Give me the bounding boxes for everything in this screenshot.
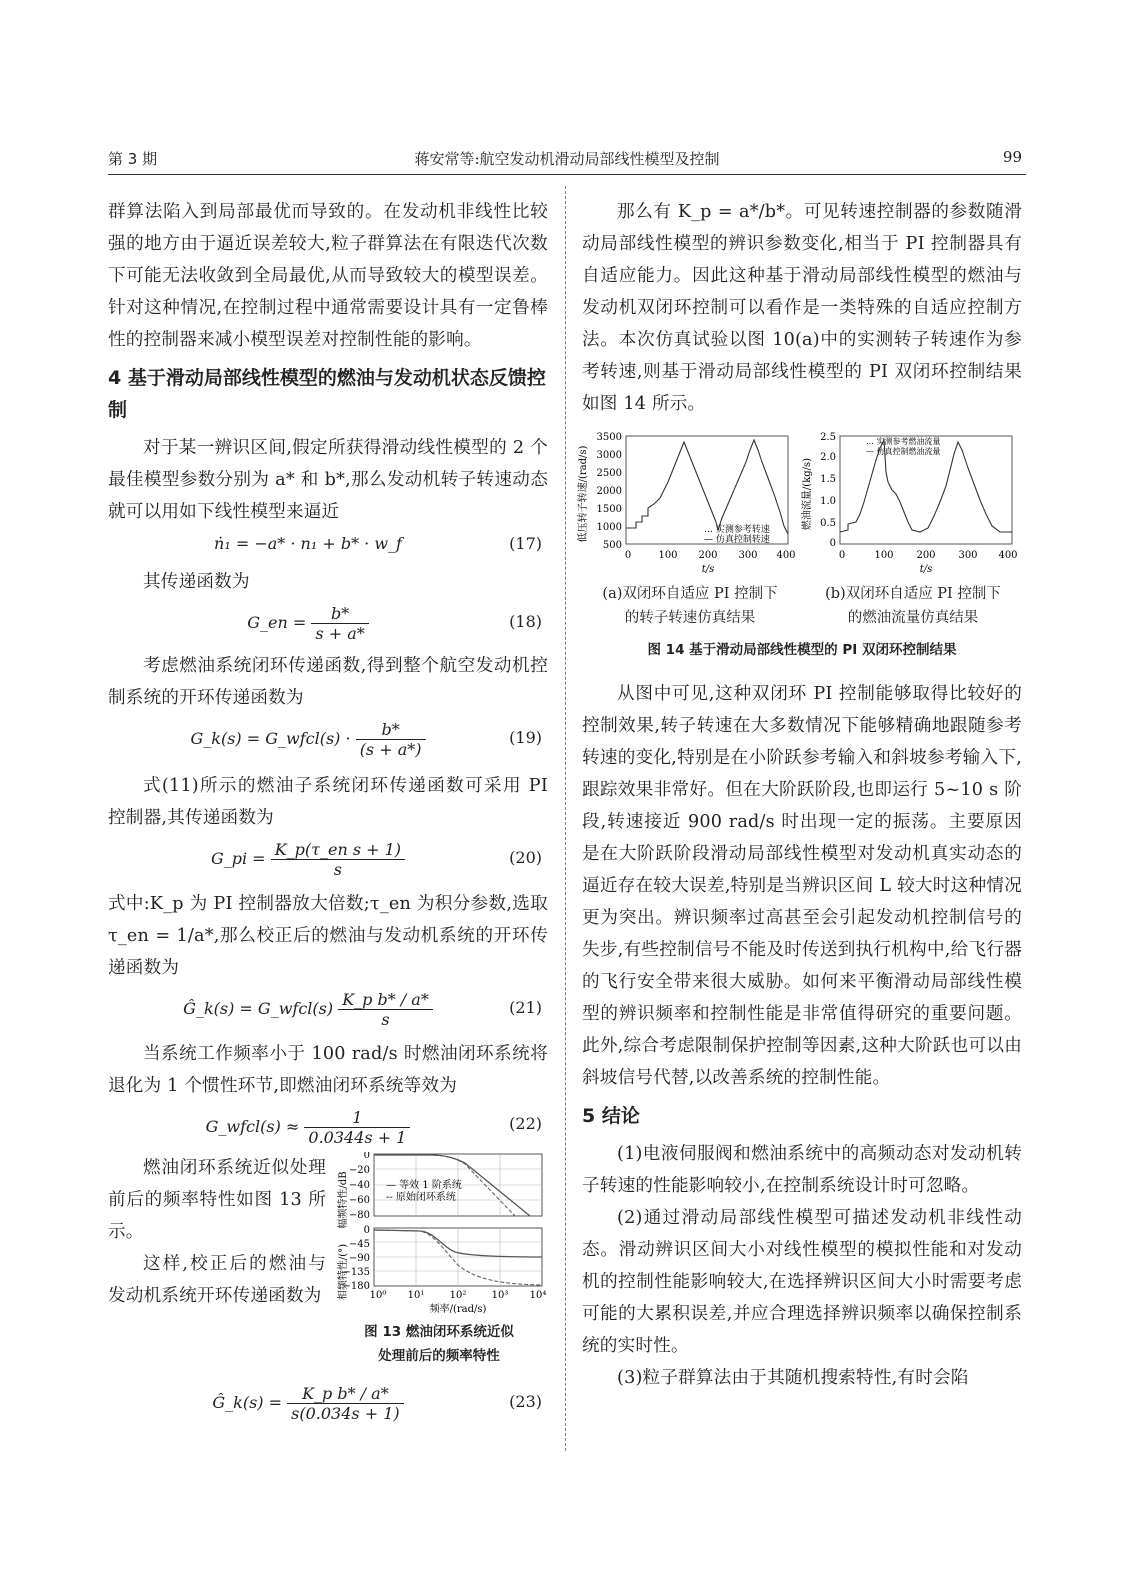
fig14a-legend-ref: … 实测参考转速 [704,525,770,535]
fig13-xtick: 10² [449,1290,467,1301]
left-column [108,196,548,1434]
conclusion-3: (3)粒子群算法由于其随机搜索特性,有时会陷 [617,1368,969,1388]
issue-number: 第 3 期 [108,150,158,168]
paragraph: 式中:K_p 为 PI 控制器放大倍数;τ_en 为积分参数,选取 τ_en = 1/a*,那么校正后的燃油与发动机系统的开环传递函数为 [108,894,548,978]
figure-14a-caption: (a)双闭环自适应 PI 控制下 的转子转速仿真结果 [602,586,778,626]
fig14a-ytick: 1500 [596,504,622,515]
figure-14 [578,432,1022,678]
equation-19: G_k(s) = G_wfcl(s) · $\frac{b*}{(s + a*)}$ (19) [190,720,542,759]
fig13-ytick: −135 [342,1267,370,1278]
fig13-xtick: 10⁰ [369,1290,387,1301]
fig13-ytick: −45 [348,1239,370,1250]
fig14b-xtick: 200 [916,550,936,561]
fig13-xlabel: 频率/(rad/s) [429,1304,487,1315]
fig13-ytick: −80 [348,1210,370,1221]
column-divider [565,186,566,1451]
fig14b-ytick: 1.0 [820,496,836,507]
fig13-ytick: −60 [348,1195,370,1206]
fig14b-ytick: 2.0 [820,452,836,463]
equation-22: G_wfcl(s) ≈ $\frac{1}{0.0344s + 1}$ (22) [205,1108,542,1147]
paragraph: 当系统工作频率小于 100 rad/s 时燃油闭环系统将退化为 1 个惯性环节,即燃油闭环系统等效为 [108,1044,548,1096]
page-number: 99 [1002,148,1022,166]
fig14a-xlabel: t/s [701,564,715,575]
fig13-ytick: −40 [348,1180,370,1191]
fig14a-speed-curve [626,440,788,534]
fig13-ytick: 0 [363,1225,370,1236]
fig14b-legend-ref: … 实测参考燃油流量 [866,437,941,446]
fig13-legend-orig: -- 原始闭环系统 [386,1192,456,1203]
fig14a-xtick: 400 [776,550,796,561]
fig14b-xtick: 400 [998,550,1018,561]
fig14a-ytick: 1000 [596,522,622,533]
fig14b-ytick: 0 [829,538,836,549]
paragraph: 其传递函数为 [143,572,250,592]
fig14a-xtick: 100 [658,550,678,561]
paragraph: 从图中可见,这种双闭环 PI 控制能够取得比较好的控制效果,转子转速在大多数情况下能够精确地跟随参考转速的变化,特别是在小阶跃参考输入和斜坡参考输入下,跟踪效果非常好。但在大阶跃阶段,也即运行 5~10 s 阶段,转速接近 900 rad/s 时出现一定的振荡。主要原因是在大阶跃阶段滑动局部线性模型对发动机真实动态的逼近存在较大误差,特别是当辨识区间 L 较大时这种情况更为突出。辨识频率过高甚至会引起发动机控制信号的失步,有些控制信号不能及时传送到执行机构中,给飞行器的飞行安全带来很大威胁。如何来平衡滑动局部线性模型的辨识频率和控制性能是非常值得研究的重要问题。此外,综合考虑限制保护控制等因素,这种大阶跃也可以由斜坡信号代替,以改善系统的控制性能。 [582,684,1022,1088]
fig14b-xtick: 300 [958,550,978,561]
fig14b-legend-sim: — 仿真控制燃油流量 [866,447,941,456]
fig14a-xtick: 200 [698,550,718,561]
fig14a-xtick: 300 [738,550,758,561]
figure-14-caption: 图 14 基于滑动局部线性模型的 PI 双闭环控制结果 [647,642,957,658]
fig14a-legend-sim: — 仿真控制转速 [704,535,770,545]
fig14a-ytick: 2000 [596,486,622,497]
fig13-xtick: 10¹ [407,1290,425,1301]
fig14a-ytick: 500 [602,540,622,551]
running-title: 蒋安常等:航空发动机滑动局部线性模型及控制 [414,150,720,168]
conclusion-2: (2)通过滑动局部线性模型可描述发动机非线性动态。滑动辨识区间大小对线性模型的模拟性能和对发动机的控制性能影响较大,在选择辨识区间大小时需要考虑可能的大累积误差,并应合理选择辨识频率以确保控制系统的实时性。 [582,1208,1022,1356]
figure-13-block [108,1152,548,1378]
equation-23: Ĝ_k(s) = $\frac{\text{K\_p b* / a*}}{s(0.034s + 1)}$ (23) [212,1384,542,1423]
fig14b-xtick: 100 [874,550,894,561]
figure-14b [800,432,1022,582]
equation-18: G_en = $\frac{b*}{s + a*}$ (18) [247,604,542,643]
figure-14b-caption: (b)双闭环自适应 PI 控制下 的燃油流量仿真结果 [825,586,1001,626]
fig13-ylabel-bottom: 相频特性/(°) [338,1243,349,1301]
paragraph: 群算法陷入到局部最优而导致的。在发动机非线性比较强的地方由于逼近误差较大,粒子群算法在有限迭代次数下可能无法收敛到全局最优,从而导致较大的模型误差。针对这种情况,在控制过程中通常需要设计具有一定鲁棒性的控制器来减小模型误差对控制性能的影响。 [108,202,548,350]
paragraph: 式(11)所示的燃油子系统闭环传递函数可采用 PI 控制器,其传递函数为 [108,776,548,828]
fig14b-ylabel: 燃油流量/(kg/s) [802,457,813,531]
conclusion-1: (1)电液伺服阀和燃油系统中的高频动态对发动机转子转速的性能影响较小,在控制系统设计时可忽略。 [582,1144,1022,1196]
fig14a-ytick: 3500 [596,432,622,443]
paragraph: 燃油闭环系统近似处理前后的频率特性如图 13 所示。 [108,1158,326,1242]
equation-20: G_pi = $\frac{\text{K\_p(τ\_en s + 1)}}{s}$ (20) [210,840,542,879]
section-heading-5: 5 结论 [582,1105,640,1127]
fig13-xtick: 10⁴ [529,1290,547,1301]
paragraph: 考虑燃油系统闭环传递函数,得到整个航空发动机控制系统的开环传递函数为 [108,656,548,708]
running-header [108,146,1026,175]
fig13-ytick: −180 [342,1281,370,1292]
fig14a-ytick: 3000 [596,450,622,461]
fig13-ylabel-top: 幅频特性/dB [338,1171,349,1229]
fig14b-ytick: 1.5 [820,474,836,485]
figure-13 [330,1152,548,1320]
fig13-legend-equiv: — 等效 1 阶系统 [386,1180,462,1191]
equation-21: Ĝ_k(s) = G_wfcl(s) $\frac{\text{K\_p b* / a*}}{s}$ (21) [183,990,542,1029]
paragraph: 这样,校正后的燃油与发动机系统开环传递函数为 [108,1254,326,1306]
fig13-ytick: −20 [348,1165,370,1176]
figure-14a [576,432,798,582]
paragraph: 对于某一辨识区间,假定所获得滑动线性模型的 2 个最佳模型参数分别为 a* 和 b*,那么发动机转子转速动态就可以用如下线性模型来逼近 [108,438,548,522]
fig13-ytick: −90 [348,1253,370,1264]
fig14a-ytick: 2500 [596,468,622,479]
figure-13-caption: 图 13 燃油闭环系统近似 处理前后的频率特性 [364,1324,514,1364]
fig14b-ytick: 2.5 [820,432,836,443]
fig14b-xtick: 0 [838,550,846,561]
equation-17: ṅ₁ = −a* · n₁ + b* · w_f (17) [214,534,542,553]
fig13-xtick: 10³ [491,1290,509,1301]
fig14a-xtick: 0 [624,550,632,561]
fig14a-ylabel: 低压转子转速/(rad/s) [578,445,589,543]
fig13-ytick: 0 [363,1152,370,1161]
fig14b-xlabel: t/s [919,564,933,575]
fig14b-ytick: 0.5 [820,518,836,529]
section-heading-4: 4 基于滑动局部线性模型的燃油与发动机状态反馈控制 [108,367,546,421]
paragraph: 那么有 K_p = a*/b*。可见转速控制器的参数随滑动局部线性模型的辨识参数变化,相当于 PI 控制器具有自适应能力。因此这种基于滑动局部线性模型的燃油与发动机双闭环控制可以看作是一类特殊的自适应控制方法。本次仿真试验以图 10(a)中的实测转子转速作为参考转速,则基于滑动局部线性模型的 PI 双闭环控制结果如图 14 所示。 [582,202,1022,414]
right-column [578,196,1022,1394]
